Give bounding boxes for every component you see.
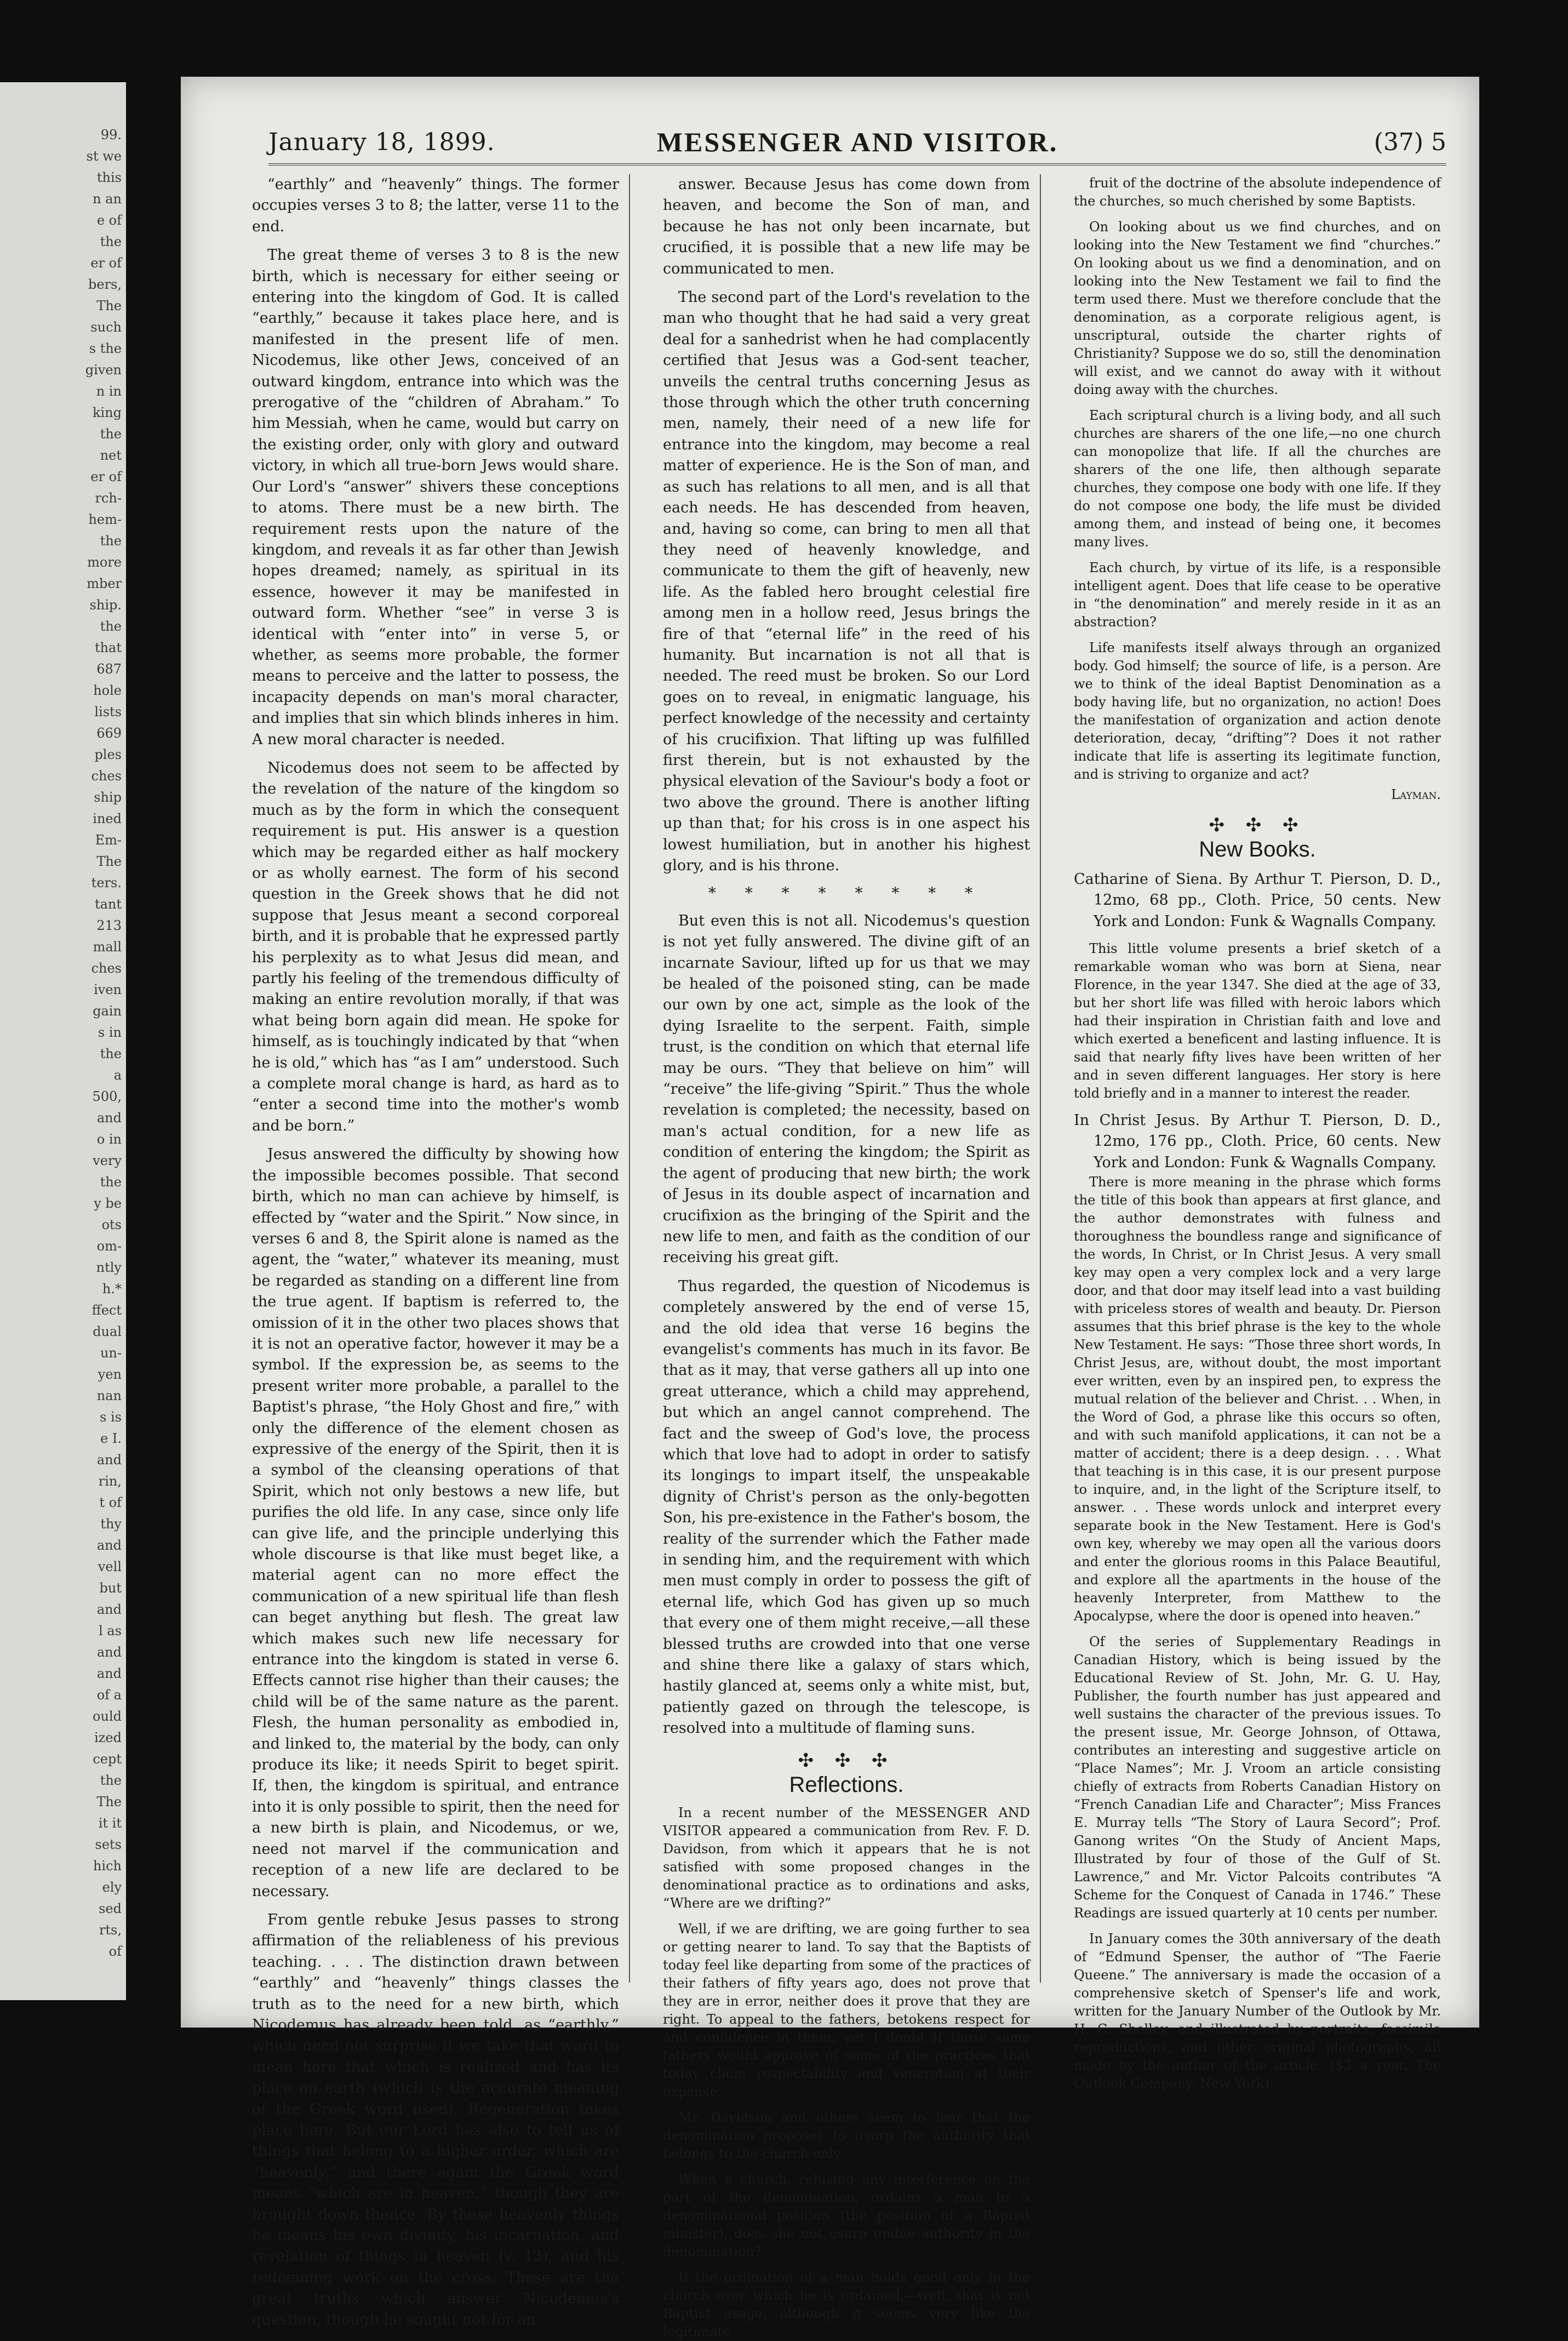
book-listing: In Christ Jesus. By Arthur T. Pierson, D. D., 12mo, 176 pp., Cloth. Price, 60 cents. New York and London: Funk & Wagnalls Company.	[1074, 1112, 1441, 1171]
adjacent-page-fragment: rts,	[99, 1922, 122, 1938]
adjacent-page-fragment: ples	[94, 747, 122, 762]
adjacent-page-fragment: n in	[96, 384, 122, 399]
adjacent-page-fragment: tant	[94, 897, 122, 912]
adjacent-page-fragment: hole	[93, 683, 122, 698]
adjacent-page-fragment: ould	[93, 1709, 122, 1724]
newspaper-page	[181, 77, 1479, 2340]
adjacent-page-fragment: 687	[96, 661, 122, 677]
article-paragraph: The great theme of verses 3 to 8 is the new birth, which is necessary for either seeing or entering into the kingdom of God. It is called “earthly,” because it takes place here, and is manifested in the present life of men. Nicodemus, like other Jews, conceived of an outward kingdom, entrance into which was the prerogative of the “children of Abraham.” To him Messiah, when he came, would but carry on the existing order, only with glory and outward victory, in which all true-born Jews would share. Our Lord's “answer” shivers these conceptions to atoms. There must be a new birth. The requirement rests upon the nature of the kingdom, and reveals it as far other than Jewish hopes dreamed; namely, as spiritual in its essence, however it may be manifested in outward form. Whether “see” in verse 3 is identical with “enter into” in verse 5, or whether, as seems more probable, the former means to perceive and the latter to possess, the incapacity depends on man's moral character, and implies that sin which blinds inheres in him. A new moral character is needed.	[252, 247, 619, 748]
adjacent-page-fragment: 99.	[100, 127, 122, 142]
reflections-paragraph: In a recent number of the MESSENGER AND VISITOR appeared a communication from Rev. F. D. Davidson, from which it appears that he is not satisfied with some proposed changes in the denominational practice as to ordinations and asks, “Where are we drifting?”	[663, 1805, 1030, 1911]
adjacent-page-fragment: s the	[89, 341, 122, 356]
adjacent-page-fragment: st we	[86, 149, 122, 164]
adjacent-page-fragment: sets	[95, 1837, 122, 1852]
article-paragraph: From gentle rebuke Jesus passes to strong affirmation of the reliableness of his previous teaching. . . . The distinction drawn between “earthly” and “heavenly” things classes the truth as to the need for a new birth, which Nicodemus has already been told, as “earthly,” which need not surprise if we take that word to mean here that which is realized and has its place on earth (which is the accurate meaning of the Greek word used). Regeneration takes place here. But our Lord has also to tell us of things that belong to a higher order, which are “heavenly,” and there again the Greek word means “which are in heaven,” though they are brought down thence. By these heavenly things he means his own divinity, his incarnation, and revelation of things in heaven (v. 13), and his redeeming work on the cross. These are the great truths which answer Nicodemus's question, though he sought not for an	[252, 1911, 619, 2328]
adjacent-page-fragment: o in	[96, 1132, 122, 1147]
adjacent-page-fragment: iven	[94, 982, 122, 997]
adjacent-page-fragment: yen	[98, 1367, 122, 1382]
reflections-paragraph: Life manifests itself always through an organized body. God himself; the source of life, is a person. Are we to think of the ideal Baptist Denomination as a body having life, but no organization, no action! Does the manifestation of organization and action denote deterioration, decay, “drifting”? Does it not rather indicate that life is asserting its legitimate function, and is striving to organize and act?	[1074, 640, 1441, 782]
article-paragraph: answer. Because Jesus has come down from heaven, and become the Son of man, and because he has not only been incarnate, but crucified, it is possible that a new life may be communicated to men.	[663, 176, 1030, 277]
adjacent-page-fragment: 669	[96, 726, 122, 741]
book-review: Of the series of Supplementary Readings in Canadian History, which is being issued by the Educational Review of St. John, Mr. G. U. Hay, Publisher, the fourth number has just appeared and well sustains the character of the previous issues. To the present issue, Mr. George Johnson, of Ottawa, contributes an interesting and suggestive article on “Place Names”; Mr. J. Vroom an article consisting chiefly of extracts from Roberts Canadian History on “French Canadian Life and Character”; Miss Frances E. Murray tells “The Story of Laura Secord”; Prof. Ganong writes “On the Study of Ancient Maps, Illustrated by four of those of the Gulf of St. Lawrence,” and Mr. Victor Palcoits contributes “A Scheme for the Conquest of Canada in 1746.” These Readings are issued quarterly at 10 cents per number.	[1074, 1634, 1441, 1921]
adjacent-page-fragment: the	[100, 426, 122, 442]
adjacent-page-fragment: rin,	[98, 1474, 122, 1489]
adjacent-page-fragment: nan	[96, 1388, 122, 1403]
adjacent-page-fragment: vell	[98, 1559, 122, 1574]
article-paragraph: Nicodemus does not seem to be affected by the revelation of the nature of the kingdom so much as by the form in which the consequent requirement is put. His answer is a question which may be regarded either as half mockery or as wholly earnest. The form of his second question in the Greek shows that he did not suppose that Jesus meant a second corporeal birth, and it is probable that he expressed partly his perplexity as to what Jesus did mean, and partly his feeling of the tremendous difficulty of making an entire revolution morally, if that was what being born again did mean. He spoke for himself, as is touchingly indicated by that “when he is old,” which has “as I am” understood. Such a complete moral change is hard, as hard as to “enter a second time into the mother's womb and be born.”	[252, 759, 619, 1134]
adjacent-page-fragment: ized	[94, 1730, 122, 1745]
adjacent-page-fragment: s in	[98, 1025, 122, 1040]
column-rule	[1040, 174, 1041, 1983]
adjacent-page-fragment: t of	[99, 1495, 122, 1510]
adjacent-page-fragment: ined	[93, 811, 122, 826]
book-listing: Catharine of Siena. By Arthur T. Pierson, D. D., 12mo, 68 pp., Cloth. Price, 50 cents. New York and London: Funk & Wagnalls Company.	[1074, 870, 1441, 930]
adjacent-page-fragment: e of	[96, 213, 122, 228]
adjacent-page-fragment: such	[90, 319, 122, 335]
adjacent-page-fragment: 213	[96, 918, 122, 933]
article-paragraph: Jesus answered the difficulty by showing how the impossible becomes possible. That second birth, which no man can achieve by himself, is effected by “water and the Spirit.” Now since, in verses 6 and 8, the Spirit alone is named as the agent, the “water,” whatever its meaning, must be regarded as standing on a different line from the true agent. If baptism is referred to, the omission of it in the other two places shows that it is not an operative factor, however it may be a symbol. If the expression be, as seems to the present writer more probable, a parallel to the Baptist's phrase, “the Holy Ghost and fire,” with only the difference of the element chosen as expressive of the energy of the Spirit, then it is a symbol of the cleansing operations of that Spirit, which not only bestows a new life, but purifies the old life. In any case, since only life can give life, and the principle underlying this whole discourse is that like must beget like, a material agent can no more effect the communication of a new spiritual life than flesh can beget anything but flesh. The great law which makes such new life necessary for entrance into the kingdom is stated in verse 6. Effects cannot rise higher than their causes; the child will be of the same nature as the parent. Flesh, the human personality as embodied in, and linked to, the material by the body, can only produce its like; it needs Spirit to beget spirit. If, then, the kingdom is spiritual, and entrance into it is only possible to spirit, then the need for a new birth is plain, and Nicodemus, or we, need not marvel if the communication and reception of a new life are declared to be necessary.	[252, 1146, 619, 1900]
adjacent-page-fragment: ntly	[96, 1260, 122, 1275]
adjacent-page-fragment: and	[96, 1645, 122, 1660]
adjacent-page-fragment: l as	[99, 1623, 122, 1638]
adjacent-page-fragment: s is	[100, 1409, 122, 1425]
book-review-body	[1074, 1173, 1441, 2093]
adjacent-page-fragment: the	[100, 619, 122, 634]
article-paragraph: The second part of the Lord's revelation to the man who thought that he had said a very great deal for a sanhedrist when he had complacently certified that Jesus was a God-sent teacher, unveils the central truths concerning Jesus as those through which the other truth concerning men, namely, their need of a new life for entrance into the kingdom, may become a real matter of experience. He is the Son of man, and as such has relations to all men, and is all that each needs. He has descended from heaven, and, having so come, can bring to men all that they need of heavenly knowledge, and communicate to them the gift of heavenly, new life. As the fabled hero brought celestial fire among men in a hollow reed, Jesus brings the fire of that “eternal life” in the reed of his humanity. But incarnation is not all that is needed. The reed must be broken. So our Lord goes on to reveal, in enigmatic language, his perfect knowledge of the necessity and certainty of his crucifixion. That lifting up was fulfilled first therein, but is not exhausted by the physical elevation of the Saviour's body a foot or two above the ground. There is another lifting up than that; for his cross is in one aspect his lowest humiliation, but in another his highest glory, and is his throne.	[663, 289, 1030, 874]
column-rule	[629, 174, 630, 1983]
adjacent-page-fragment: h.*	[102, 1281, 122, 1297]
adjacent-page-fragment: ters.	[91, 875, 122, 890]
adjacent-page-fragment: this	[96, 170, 122, 185]
adjacent-page-fragment: and	[96, 1452, 122, 1468]
adjacent-page-fragment: it it	[98, 1815, 122, 1831]
adjacent-page-fragment: dual	[93, 1324, 122, 1339]
issue-date: January 18, 1899.	[268, 128, 495, 156]
adjacent-page-fragment: very	[93, 1153, 122, 1168]
book-review: This little volume presents a brief sketch of a remarkable woman who was born at Siena, near Florence, in the year 1347. She died at the age of 33, but her short life was filled with heroic labors which had their inspiration in Christian faith and love and which exerted a beneficent and lasting influence. It is said that nearly fifty lives have been written of her and in seven different languages. Her story is here told briefly and in a manner to interest the reader.	[1074, 941, 1441, 1101]
article-paragraph: Thus regarded, the question of Nicodemus is completely answered by the end of verse 15, and the old idea that verse 16 begins the evangelist's comments has much in its favor. Be that as it may, that verse gathers all up into one great utterance, which a child may apprehend, but which an angel cannot comprehend. The fact and the sweep of God's love, the process which that love had to adopt in order to satisfy its longings to impart itself, the unspeakable dignity of Christ's person as the only-begotten Son, his pre-existence in the Father's bosom, the reality of the surrender which the Father made in sending him, and the requirement with which men must comply in order to possess the gift of eternal life, which God has given up so much that every one of them might receive,—all these blessed truths are crowded into that one verse and shine there like a galaxy of stars which, hastily glanced at, seems only a white mist, but, patiently gazed on through the telescope, is resolved into a multitude of flaming suns.	[663, 1277, 1030, 1737]
masthead-title: MESSENGER AND VISITOR.	[656, 127, 1058, 157]
adjacent-page-fragment: given	[85, 362, 122, 378]
adjacent-page-fragment: net	[100, 448, 122, 463]
adjacent-page-fragment: mber	[87, 576, 122, 591]
adjacent-page-fragment: the	[100, 1174, 122, 1190]
adjacent-page-fragment: the	[100, 1046, 122, 1061]
column-2	[663, 174, 1030, 2340]
adjacent-page-fragment: ches	[91, 961, 122, 976]
reflections-heading: Reflections.	[789, 1773, 904, 1797]
adjacent-page-fragment: and	[96, 1538, 122, 1553]
adjacent-page-fragment: hich	[93, 1858, 122, 1874]
adjacent-page-fragment: a	[113, 1067, 122, 1083]
adjacent-page-strip	[0, 82, 126, 2000]
reflections-paragraph: Each scriptural church is a living body, and all such churches are sharers of the one life,—no one church can monopolize that life. If all the churches are sharers of the one life, then although separate churches, they compose one body with one life. If they do not compose one body, the life must be divided among them, and instead of being one, it becomes many lives.	[1074, 408, 1441, 550]
adjacent-page-fragment: king	[92, 405, 122, 420]
adjacent-page-fragment: but	[99, 1580, 122, 1596]
article-paragraph: But even this is not all. Nicodemus's question is not yet fully answered. The divine gift of an incarnate Saviour, lifted up for us that we may be healed of the poisoned sting, can be made our own by one act, simple as the look of the dying Israelite to the serpent. Faith, simple trust, is the condition on which that eternal life may be ours. “They that believe on him” will “receive” the life-giving “Spirit.” Thus the whole revelation is completed; the necessity, based on man's actual condition, for a new life as condition of entering the kingdom; the Spirit as the agent of producing that new birth; the work of Jesus in its double aspect of incarnation and crucifixion as the bringing of the Spirit and the new life to men, and faith as the condition of our receiving his great gift.	[663, 912, 1030, 1266]
adjacent-page-fragment: Em-	[95, 832, 122, 848]
adjacent-page-fragment: ship.	[89, 597, 122, 613]
reflections-body	[663, 1804, 1030, 2341]
adjacent-page-fragment: er of	[90, 255, 122, 271]
adjacent-page-fragment: y be	[94, 1196, 122, 1211]
page-header	[268, 125, 1446, 165]
author-signature: Layman.	[1391, 787, 1441, 802]
reflections-paragraph: Mr. Davidson and others seem to fear that the denomination proposes to usurp the authority that belongs to the church only.	[663, 2110, 1030, 2162]
section-stars: * * * * * * * *	[708, 884, 985, 903]
adjacent-page-fragment: of a	[96, 1687, 122, 1703]
reflections-continued	[1074, 174, 1441, 804]
adjacent-page-fragment: rch-	[95, 490, 122, 506]
adjacent-page-fragment: ffect	[91, 1303, 122, 1318]
adjacent-page-fragment: cept	[93, 1751, 122, 1767]
column-1	[252, 174, 619, 2328]
adjacent-page-fragment: more	[87, 555, 122, 570]
adjacent-page-fragment: thy	[100, 1516, 122, 1532]
ornament-divider: ✣ ✣ ✣	[798, 1749, 895, 1772]
adjacent-page-fragment: and	[96, 1110, 122, 1126]
adjacent-page-fragment: gain	[93, 1003, 122, 1019]
reflections-paragraph: If the ordination of a man holds good only in the church over which he is ordained,—well, that is not Baptist usage, although it seems very like the legitimate	[663, 2270, 1030, 2340]
adjacent-page-fragment: the	[100, 1773, 122, 1788]
column-3	[1074, 174, 1441, 2092]
reflections-paragraph: Well, if we are drifting, we are going further to sea or getting nearer to land. To say that the Baptists of today feel like departing from some of the practices of their fathers of fifty years ago, does not prove that they are in error, neither does it prove that they are right. To appeal to the fathers, betokens respect for and confidence in them; yet I doubt if those same fathers would approve of some of the practices that today claim respectability and veneration at their expense.	[663, 1921, 1030, 2100]
adjacent-page-fragment: e I.	[100, 1431, 122, 1446]
adjacent-page-fragment: hem-	[88, 512, 122, 527]
adjacent-page-fragment: the	[100, 533, 122, 549]
adjacent-page-fragment: that	[94, 640, 122, 655]
adjacent-page-fragment: bers,	[88, 277, 122, 292]
adjacent-page-fragment: un-	[100, 1345, 122, 1361]
book-review: In January comes the 30th anniversary of the death of “Edmund Spenser, the author of “The Faerie Queene.” The anniversary is made the occasion of a comprehensive sketch of Spenser's life and work, written for the January Number of the Outlook by Mr. H. C. Shelley, and illustrated by portraits, facsimile reproductions, and other original photographs, all made by the author of the article. ($3 a year. The Outlook Company, New York).	[1074, 1931, 1441, 2092]
adjacent-page-fragment: The	[96, 854, 122, 869]
adjacent-page-fragment: of	[108, 1944, 122, 1959]
adjacent-page-fragment: ely	[102, 1880, 122, 1895]
adjacent-page-fragment: lists	[94, 704, 122, 720]
adjacent-page-fragment: om-	[96, 1238, 122, 1254]
adjacent-page-fragment: n an	[93, 191, 122, 207]
ornament-divider: ✣ ✣ ✣	[1209, 814, 1306, 836]
adjacent-page-fragment: ots	[101, 1217, 122, 1232]
adjacent-page-fragment: the	[100, 234, 122, 249]
adjacent-page-fragment: mall	[93, 939, 122, 955]
adjacent-page-fragment: ches	[91, 768, 122, 784]
page-number: (37) 5	[1374, 128, 1446, 156]
reflections-paragraph: On looking about us we find churches, and on looking into the New Testament we find “churches.” On looking about us we find a denomination, and on looking into the New Testament we fail to find the term used there. Must we therefore conclude that the denomination, as a corporate religious agent, is unscriptural, outside the charter rights of Christianity? Suppose we do so, still the denomination will exist, and we cannot do away with it without doing away with the churches.	[1074, 219, 1441, 397]
adjacent-page-fragment: The	[96, 1794, 122, 1809]
reflections-paragraph: fruit of the doctrine of the absolute independence of the churches, so much cherished by some Baptists.	[1074, 175, 1441, 209]
adjacent-page-fragment: ship	[94, 790, 122, 805]
adjacent-page-fragment: The	[96, 298, 122, 313]
reflections-paragraph: When a church, refusing any interference on the part of the denomination, ordains a man to a denominational position (the position of a Baptist minister), does she not usurp undue authority in the denomination?	[663, 2172, 1030, 2260]
new-books-heading: New Books.	[1199, 837, 1316, 862]
adjacent-page-fragment: and	[96, 1602, 122, 1617]
reflections-paragraph: Each church, by virtue of its life, is a responsible intelligent agent. Does that life cease to be operative in “the denomination” and merely reside in it as an abstraction?	[1074, 560, 1441, 630]
article-paragraph: “earthly” and “heavenly” things. The former occupies verses 3 to 8; the latter, verse 11 to the end.	[252, 176, 619, 235]
adjacent-page-fragment: 500,	[92, 1089, 122, 1104]
book-review: There is more meaning in the phrase which forms the title of this book than appears at first glance, and the author demonstrates with fulness and thoroughness the boundless range and significance of the words, In Christ, or In Christ Jesus. A very small key may open a very complex lock and a very large door, and that door may itself lead into a vast building with priceless stores of wealth and beauty. Dr. Pierson assumes that this brief phrase is the key to the whole New Testament. He says: “Those three short words, In Christ Jesus, are, without doubt, the most important ever written, even by an inspired pen, to express the mutual relation of the believer and Christ. . . When, in the Word of God, a phrase like this occurs so often, and with such manifold applications, it can not be a matter of accident; there is a deep design. . . . What that teaching is in this case, it is our present purpose to inquire, and, in the light of the Scripture itself, to answer. . . These words unlock and interpret every separate book in the New Testament. Here is God's own key, whereby we may open all the various doors and enter the glorious rooms in this Palace Beautiful, and explore all the apartments in the house of the heavenly Interpreter, from Matthew to the Apocalypse, where the door is opened into heaven.”	[1074, 1174, 1441, 1624]
adjacent-page-fragment: and	[96, 1666, 122, 1681]
adjacent-page-fragment: sed	[99, 1901, 122, 1916]
adjacent-page-fragment: er of	[90, 469, 122, 484]
